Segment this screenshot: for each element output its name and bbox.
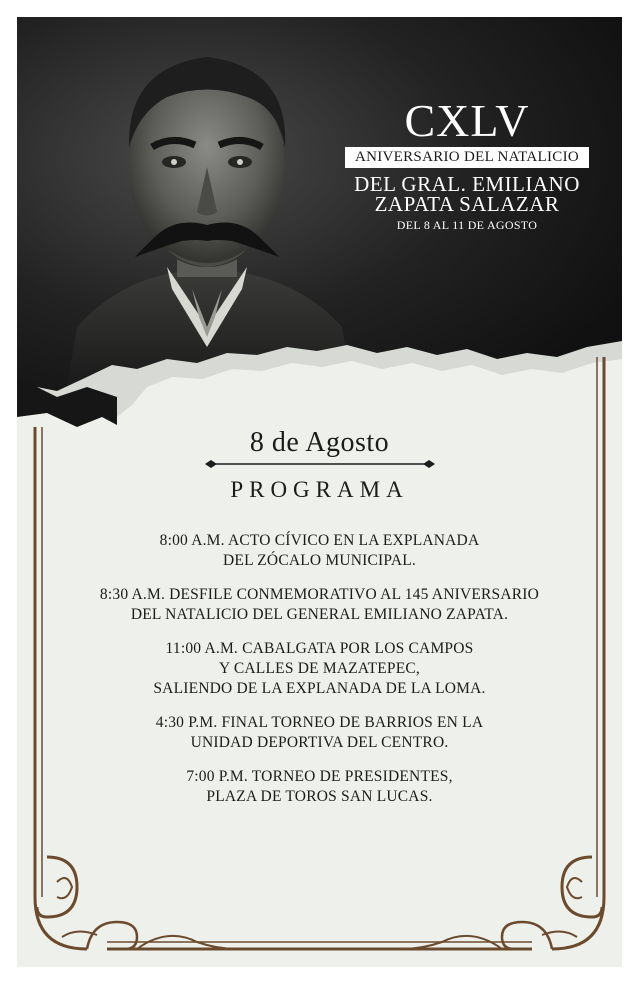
- event-line: SALIENDO DE LA EXPLANADA DE LA LOMA.: [153, 680, 486, 697]
- event-line: DEL ZÓCALO MUNICIPAL.: [223, 552, 416, 569]
- honoree-name-line1: DEL GRAL. EMILIANO: [354, 172, 580, 196]
- honoree-name-line2: ZAPATA SALAZAR: [374, 192, 560, 216]
- event-line: UNIDAD DEPORTIVA DEL CENTRO.: [190, 734, 449, 751]
- event-item: [57, 767, 582, 807]
- anniversary-banner: ANIVERSARIO DEL NATALICIO: [345, 147, 589, 168]
- anniversary-numeral: CXLV: [404, 95, 530, 146]
- event-line: 8:00 A.M. ACTO CÍVICO EN LA EXPLANADA: [159, 532, 480, 549]
- event-line: 8:30 A.M. DESFILE CONMEMORATIVO AL 145 ANIVERSARIO: [99, 586, 540, 603]
- program-section: [57, 427, 582, 821]
- event-item: [57, 639, 582, 699]
- event-date-range: DEL 8 AL 11 DE AGOSTO: [396, 218, 538, 232]
- event-line: Y CALLES DE MAZATEPEC,: [218, 660, 421, 677]
- event-item: [57, 585, 582, 625]
- title-flourish: [205, 459, 435, 469]
- event-line: 11:00 A.M. CABALGATA POR LOS CAMPOS: [165, 640, 474, 657]
- event-line: 7:00 P.M. TORNEO DE PRESIDENTES,: [186, 768, 453, 785]
- program-date: 8 de Agosto: [249, 427, 390, 458]
- event-heading: [322, 97, 612, 233]
- event-item: [57, 713, 582, 753]
- event-poster: [17, 17, 622, 967]
- event-item: [57, 531, 582, 571]
- program-title: PROGRAMA: [230, 477, 409, 502]
- event-line: PLAZA DE TOROS SAN LUCAS.: [206, 788, 433, 805]
- event-line: 4:30 P.M. FINAL TORNEO DE BARRIOS EN LA: [155, 714, 484, 731]
- event-line: DEL NATALICIO DEL GENERAL EMILIANO ZAPATA.: [130, 606, 509, 623]
